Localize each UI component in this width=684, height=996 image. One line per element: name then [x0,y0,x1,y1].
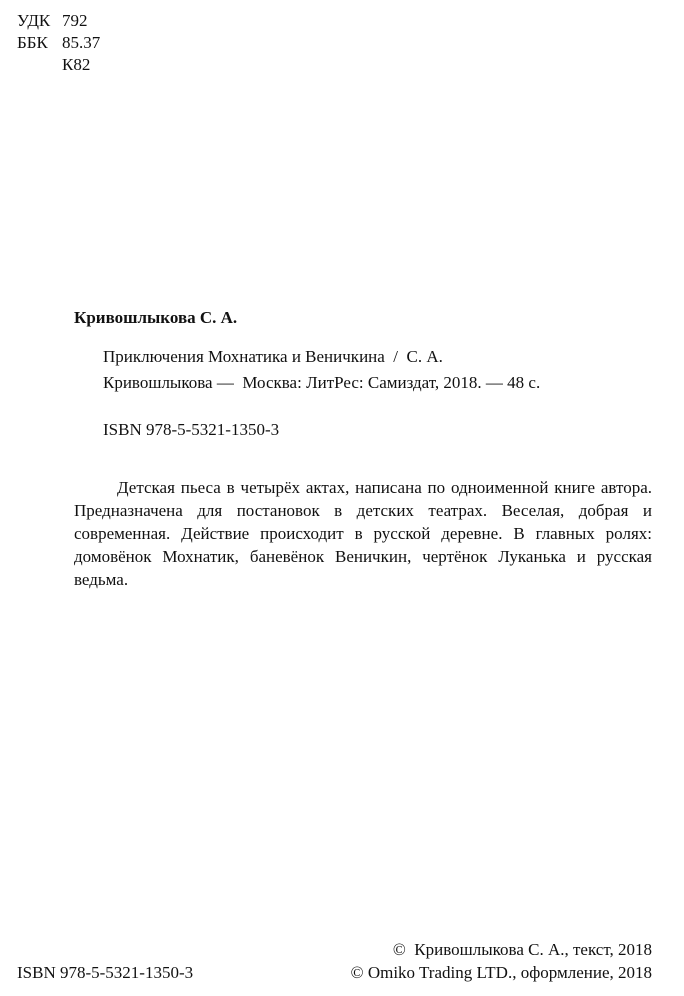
udk-value: 792 [62,11,88,30]
author-mark-label [17,54,62,76]
copyright-design: © Omiko Trading LTD., оформление, 2018 [350,963,652,982]
annotation-text: Детская пьеса в четырёх актах, написана по одноименной книге автора. Предназначена для постановок в детских театрах. Веселая, добрая и современная. Действие происходит в русской деревне. В главных ролях: домовёнок Мохнатик, баневёнок Веничкин, чертёнок Луканька и русская ведьма. [74,478,652,589]
copyright-block [351,938,652,984]
bibliographic-description [103,346,663,398]
copyright-text: © Кривошлыкова С. А., текст, 2018 [392,940,652,959]
udk-row [17,10,100,32]
bbk-value: 85.37 [62,33,101,52]
isbn-main: ISBN 978-5-5321-1350-3 [103,420,280,439]
classification-block [17,10,100,76]
isbn-footer: ISBN 978-5-5321-1350-3 [17,963,194,982]
author-mark-value: К82 [62,55,91,74]
bib-line-title: Приключения Мохнатика и Веничкина / С. А. [103,347,443,366]
udk-label: УДК [17,11,51,30]
annotation [74,476,652,591]
author-mark-row [17,54,100,76]
bib-line-imprint: Кривошлыкова — Москва: ЛитРес: Самиздат, 2018. — 48 с. [103,373,541,392]
bbk-row [17,32,100,54]
bbk-label: ББК [17,33,48,52]
author-heading: Кривошлыкова С. А. [74,308,238,327]
